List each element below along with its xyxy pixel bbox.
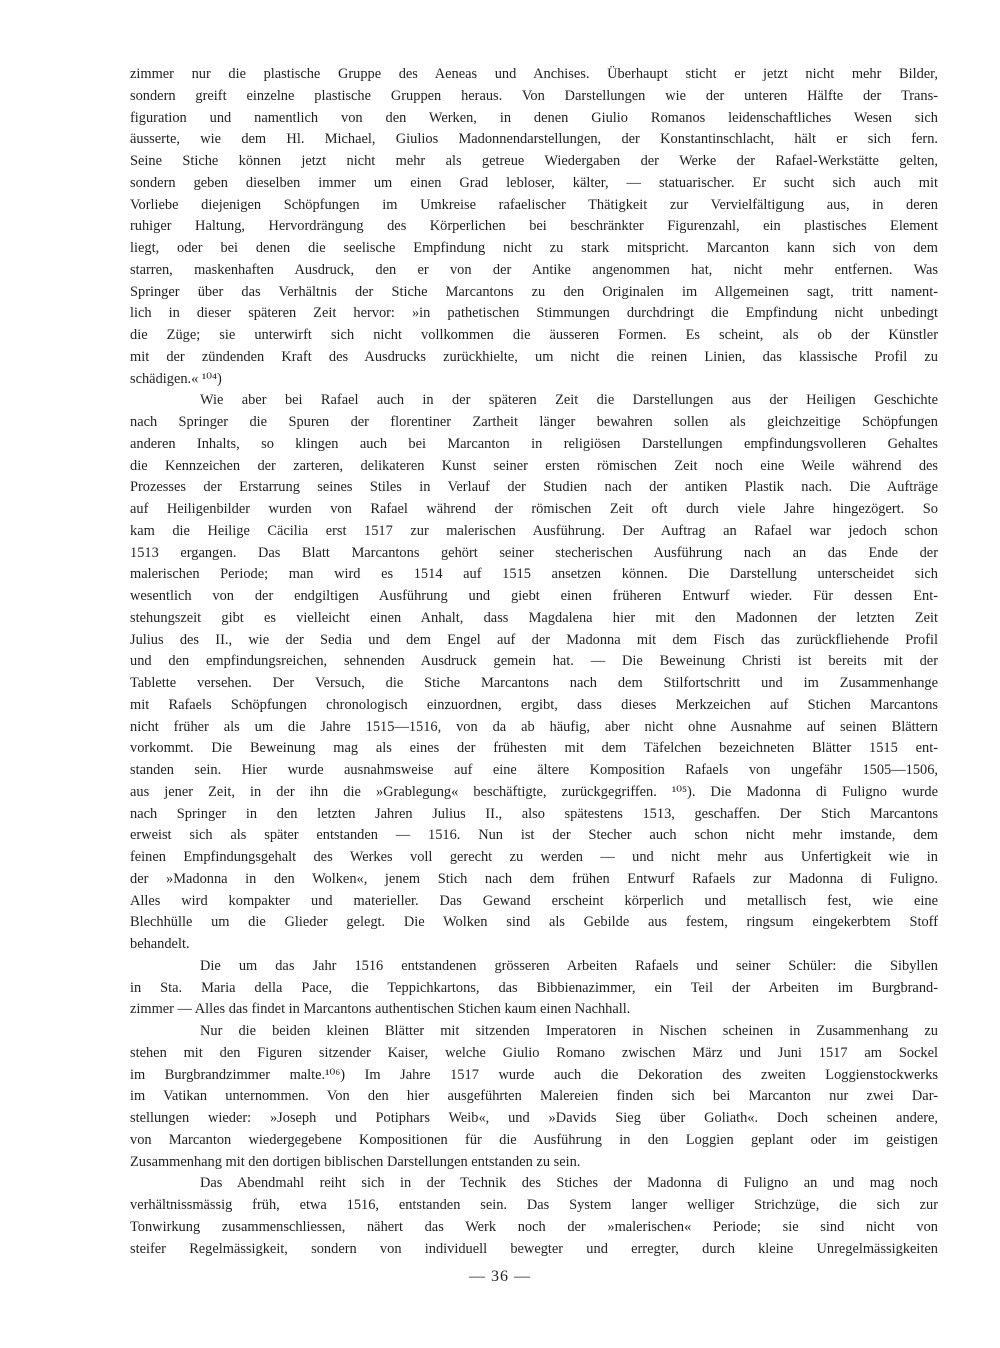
text-line: liegt, oder bei denen die seelische Empfindung nicht zu stark mitspricht. Marcanton kann sich von dem [130,240,938,256]
text-line: figuration und namentlich von den Werken, in denen Giulio Romanos leidenschaftliches Wesen sich [130,109,938,126]
text-line: wesentlich von der endgiltigen Ausführung und giebt einen früheren Entwurf wieder. Für dessen Ent- [130,588,938,604]
text-line: starren, maskenhaften Ausdruck, den er von der Antike angenommen hat, nicht mehr entfernen. Was [130,261,938,278]
text-line: steifer Regelmässigkeit, sondern von individuell bewegter und erregter, durch kleine Unregelmässigkeiten [130,1240,938,1257]
text-line: Vorliebe diejenigen Schöpfungen im Umkreise rafaelischer Thätigkeit zur Vervielfältigung aus, in deren [130,196,938,213]
text-line: nach Springer die Spuren der florentiner Zartheit länger bewahren sollen als gleichzeitige Schöpfungen [130,414,938,430]
text-line: Julius des II., wie der Sedia und dem Engel auf der Madonna mit dem Fisch das zurückfliehende Profil [130,631,938,648]
text-line: sondern geben dieselben immer um einen Grad lebloser, kälter, — statuarischer. Er sucht sich auch mit [130,174,938,191]
text-line: Tonwirkung zusammenschliessen, nähert das Werk noch der »malerischen« Periode; sie sind nicht von [130,1218,938,1235]
text-line: stehungszeit gibt es vielleicht einen Anhalt, dass Magdalena hier mit den Madonnen der letzten Zeit [130,609,938,626]
text-line: 1513 ergangen. Das Blatt Marcantons gehört seiner stecherischen Ausführung nach an das Ende der [130,544,938,561]
text-line: ruhiger Haltung, Hervordrängung des Körperlichen bei beschränkter Figurenzahl, ein plastisches Element [130,218,938,235]
text-line: die Kennzeichen der zarteren, delikateren Kunst seiner ersten römischen Zeit noch eine Weile während des [130,457,938,474]
body-text [130,64,938,1260]
text-line: äusserte, wie dem Hl. Michael, Giulios Madonnendarstellungen, der Konstantinschlacht, hält er sich fern. [130,131,938,148]
text-line: in Sta. Maria della Pace, die Teppichkartons, das Bibbienazimmer, ein Teil der Arbeiten im Burgbrand- [130,979,938,996]
text-line: mit der zündenden Kraft des Ausdrucks zurückhielte, um nicht die reinen Linien, das klassische Profil zu [130,348,938,365]
text-line: kam die Heilige Cäcilia erst 1517 zur malerischen Ausführung. Der Auftrag an Rafael war jedoch schon [130,522,938,539]
text-line: Zusammenhang mit den dortigen biblischen Darstellungen entstanden zu sein. [130,1153,581,1170]
text-line: lich in dieser späteren Zeit hervor: »in pathetischen Stimmungen durchdringt die Empfindung nicht unbedingt [130,305,938,322]
text-line: und den empfindungsreichen, sehnenden Ausdruck gemein hat. — Die Beweinung Christi ist bereits mit der [130,653,938,670]
margin-references [0,0,125,1348]
text-line: Blechhülle um die Glieder gelegt. Die Wolken sind als Gebilde aus festem, ringsum eingekerbtem Stoff [130,914,938,931]
text-line: schädigen.« ¹⁰⁴) [130,370,222,387]
text-line: die Züge; sie unterwirft sich nicht vollkommen die äusseren Formen. Es scheint, als ob der Künstler [130,327,938,343]
text-line: von Marcanton wiedergegebene Kompositionen für die Ausführung in den Loggien geplant oder im geistigen [130,1131,938,1148]
page-number: — 36 — [469,1268,531,1285]
text-line: standen sein. Hier wurde ausnahmsweise auf eine ältere Komposition Rafaels von ungefähr 1505—1506, [130,762,938,778]
text-line: zimmer nur die plastische Gruppe des Aeneas und Anchises. Überhaupt sticht er jetzt nicht mehr Bilder, [130,66,938,82]
text-line: im Vatikan unternommen. Von den hier ausgeführten Malereien finden sich bei Marcanton nur zwei Dar- [130,1088,938,1105]
paragraph-first-line: Die um das Jahr 1516 entstandenen grösseren Arbeiten Rafaels und seiner Schüler: die Sibyllen [200,957,938,974]
text-line: verhältnissmässig früh, etwa 1516, entstanden sein. Das System langer welliger Strichzüge, die sich zur [130,1197,938,1213]
text-line: malerischen Periode; man wird es 1514 auf 1515 ansetzen können. Die Darstellung unterscheidet sich [130,566,938,583]
text-line: behandelt. [130,936,190,952]
text-line: Alles wird kompakter und materieller. Das Gewand erscheint körperlich und metallisch fest, wie eine [130,892,938,909]
text-line: stellungen wieder: »Joseph und Potiphars Weib«, und »Davids Sieg über Goliath«. Doch scheinen andere, [130,1110,938,1126]
paragraph-first-line: Nur die beiden kleinen Blätter mit sitzenden Imperatoren in Nischen scheinen in Zusammenhang zu [200,1023,938,1039]
text-line: Tablette versehen. Der Versuch, die Stiche Marcantons nach dem Stilfortschritt und im Zusammenhange [130,675,938,691]
text-line: im Burgbrandzimmer malte.¹⁰⁶) Im Jahre 1517 wurde auch die Dekoration des zweiten Loggienstockwerks [130,1066,938,1083]
paragraph-first-line: Wie aber bei Rafael auch in der späteren Zeit die Darstellungen aus der Heiligen Geschichte [200,392,938,409]
text-line: Seine Stiche können jetzt nicht mehr als getreue Wiedergaben der Werke der Rafael-Werkstätte gelten, [130,153,938,169]
text-line: der »Madonna in den Wolken«, jenem Stich nach dem frühen Entwurf Rafaels zur Madonna di Fuligno. [130,870,938,887]
text-line: stehen mit den Figuren sitzender Kaiser, welche Giulio Romano zwischen März und Juni 1517 am Sockel [130,1044,938,1061]
text-line: sondern greift einzelne plastische Gruppen heraus. Von Darstellungen wie der unteren Hälfte der Trans- [130,87,938,104]
text-line: zimmer — Alles das findet in Marcantons authentischen Stichen kaum einen Nachhall. [130,1001,631,1018]
text-line: nicht früher als um die Jahre 1515—1516, von da ab häufig, aber nicht ohne Ausnahme auf seinen Blättern [130,718,938,735]
text-line: auf Heiligenbilder wurden von Rafael während der römischen Zeit oft durch viele Jahre hingezögert. So [130,501,938,517]
text-line: nach Springer in den letzten Jahren Julius II., also spätestens 1513, geschaffen. Der Stich Marcantons [130,805,938,822]
text-line: anderen Inhalts, so klingen auch bei Marcanton in religiösen Darstellungen empfindungsvolleren Gehaltes [130,435,938,452]
text-line: erweist sich als später entstanden — 1516. Nun ist der Stecher auch schon nicht mehr imstande, dem [130,827,938,844]
text-line: vorkommt. Die Beweinung mag als eines der frühesten mit dem Täfelchen bezeichneten Blätter 1515 ent- [130,740,938,757]
text-line: mit Rafaels Schöpfungen chronologisch einzuordnen, ergibt, dass dieses Merkzeichen auf Stichen Marcantons [130,696,938,713]
text-line: Prozesses der Erstarrung seines Stiles in Verlauf der Studien nach der antiken Plastik nach. Die Aufträge [130,479,938,496]
text-line: aus jener Zeit, in der ihn die »Grablegung« beschäftigte, zurückgegriffen. ¹⁰⁵). Die Madonna di Fuligno wurde [130,783,938,800]
text-line: Springer über das Verhältnis der Stiche Marcantons zu den Originalen im Allgemeinen sagt, tritt nament- [130,283,938,300]
paragraph-first-line: Das Abendmahl reiht sich in der Technik des Stiches der Madonna di Fuligno an und mag noch [200,1175,938,1192]
text-line: feinen Empfindungsgehalt des Werkes voll gerecht zu werden — und nicht mehr aus Unfertigkeit wie in [130,849,938,865]
